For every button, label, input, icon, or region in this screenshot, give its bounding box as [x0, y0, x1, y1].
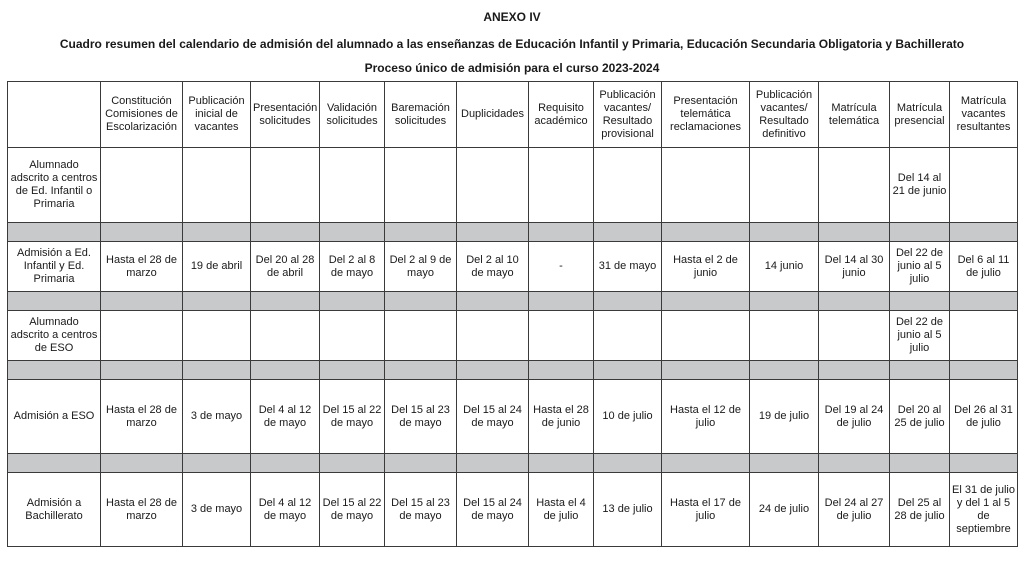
- header-row: [8, 82, 1018, 148]
- separator-cell: [594, 454, 662, 473]
- separator-cell: [950, 223, 1018, 242]
- table-cell: Del 4 al 12 de mayo: [251, 380, 320, 454]
- column-header: Baremación solicitudes: [385, 82, 457, 148]
- table-cell: Del 26 al 31 de julio: [950, 380, 1018, 454]
- separator-cell: [320, 361, 385, 380]
- table-cell: [251, 148, 320, 223]
- row-header-cell: Alumnado adscrito a centros de Ed. Infantil o Primaria: [8, 148, 101, 223]
- table-cell: Del 2 al 9 de mayo: [385, 242, 457, 292]
- table-cell: [320, 311, 385, 361]
- row-header-cell: Admisión a ESO: [8, 380, 101, 454]
- separator-cell: [950, 454, 1018, 473]
- separator-cell: [183, 361, 251, 380]
- separator-cell: [750, 454, 819, 473]
- separator-cell: [890, 292, 950, 311]
- separator-cell: [8, 454, 101, 473]
- separator-cell: [457, 454, 529, 473]
- table-cell: Hasta el 28 de marzo: [101, 242, 183, 292]
- table-cell: Del 22 de junio al 5 julio: [890, 311, 950, 361]
- table-cell: [819, 311, 890, 361]
- column-header: Publicación vacantes/ Resultado definitivo: [750, 82, 819, 148]
- table-cell: [594, 148, 662, 223]
- table-cell: Hasta el 28 de marzo: [101, 380, 183, 454]
- separator-cell: [320, 454, 385, 473]
- process-title: Proceso único de admisión para el curso 2023-2024: [364, 61, 660, 75]
- summary-title: Cuadro resumen del calendario de admisión del alumnado a las enseñanzas de Educación Infantil y Primaria, Educación Secundaria Obligatoria y Bachillerato: [59, 37, 965, 51]
- separator-row: [8, 361, 1018, 380]
- table-cell: Del 14 al 21 de junio: [890, 148, 950, 223]
- separator-row: [8, 292, 1018, 311]
- table-cell: Del 20 al 25 de julio: [890, 380, 950, 454]
- table-cell: [183, 311, 251, 361]
- separator-cell: [662, 223, 750, 242]
- table-cell: Del 2 al 8 de mayo: [320, 242, 385, 292]
- table-cell: 3 de mayo: [183, 473, 251, 547]
- separator-row: [8, 454, 1018, 473]
- table-cell: [385, 311, 457, 361]
- column-header: Duplicidades: [457, 82, 529, 148]
- table-cell: [750, 148, 819, 223]
- separator-cell: [819, 223, 890, 242]
- table-cell: Del 14 al 30 junio: [819, 242, 890, 292]
- table-cell: [750, 311, 819, 361]
- separator-cell: [890, 454, 950, 473]
- table-cell: Del 19 al 24 de julio: [819, 380, 890, 454]
- separator-cell: [594, 292, 662, 311]
- separator-cell: [183, 454, 251, 473]
- row-header-cell: Alumnado adscrito a centros de ESO: [8, 311, 101, 361]
- table-cell: [101, 148, 183, 223]
- separator-cell: [890, 361, 950, 380]
- column-header: Matrícula telemática: [819, 82, 890, 148]
- separator-cell: [529, 454, 594, 473]
- separator-cell: [457, 361, 529, 380]
- table-cell: Hasta el 4 de julio: [529, 473, 594, 547]
- separator-cell: [890, 223, 950, 242]
- separator-cell: [251, 292, 320, 311]
- separator-cell: [183, 292, 251, 311]
- separator-cell: [529, 223, 594, 242]
- separator-cell: [594, 361, 662, 380]
- table-cell: [662, 148, 750, 223]
- table-cell: Hasta el 2 de junio: [662, 242, 750, 292]
- table-cell: 19 de julio: [750, 380, 819, 454]
- table-cell: Del 20 al 28 de abril: [251, 242, 320, 292]
- separator-cell: [385, 454, 457, 473]
- table-cell: El 31 de julio y del 1 al 5 de septiembre: [950, 473, 1018, 547]
- table-cell: [529, 148, 594, 223]
- table-cell: [457, 311, 529, 361]
- column-header: Presentación solicitudes: [251, 82, 320, 148]
- table-cell: Del 15 al 23 de mayo: [385, 380, 457, 454]
- table-cell: Hasta el 28 de marzo: [101, 473, 183, 547]
- separator-cell: [950, 292, 1018, 311]
- table-cell: [529, 311, 594, 361]
- column-header: Matrícula presencial: [890, 82, 950, 148]
- separator-cell: [101, 454, 183, 473]
- admission-calendar-table: [7, 81, 1018, 547]
- table-row: [8, 148, 1018, 223]
- table-cell: [950, 311, 1018, 361]
- table-cell: [457, 148, 529, 223]
- separator-cell: [750, 292, 819, 311]
- table-cell: [950, 148, 1018, 223]
- column-header: Validación solicitudes: [320, 82, 385, 148]
- column-header: Matrícula vacantes resultantes: [950, 82, 1018, 148]
- separator-cell: [529, 361, 594, 380]
- table-cell: Hasta el 12 de julio: [662, 380, 750, 454]
- table-cell: [594, 311, 662, 361]
- column-header: Requisito académico: [529, 82, 594, 148]
- separator-cell: [819, 454, 890, 473]
- separator-cell: [320, 292, 385, 311]
- table-cell: -: [529, 242, 594, 292]
- table-cell: Del 6 al 11 de julio: [950, 242, 1018, 292]
- column-header: Constitución Comisiones de Escolarización: [101, 82, 183, 148]
- table-cell: [183, 148, 251, 223]
- separator-cell: [8, 361, 101, 380]
- column-header: Publicación inicial de vacantes: [183, 82, 251, 148]
- header-corner-cell: [8, 82, 101, 148]
- table-cell: 13 de julio: [594, 473, 662, 547]
- table-cell: Del 2 al 10 de mayo: [457, 242, 529, 292]
- separator-cell: [101, 292, 183, 311]
- separator-cell: [457, 223, 529, 242]
- separator-cell: [819, 361, 890, 380]
- table-row: [8, 473, 1018, 547]
- separator-cell: [950, 361, 1018, 380]
- table-cell: Del 24 al 27 de julio: [819, 473, 890, 547]
- separator-cell: [662, 292, 750, 311]
- separator-cell: [385, 361, 457, 380]
- table-cell: 19 de abril: [183, 242, 251, 292]
- table-cell: 3 de mayo: [183, 380, 251, 454]
- separator-cell: [662, 361, 750, 380]
- table-cell: Hasta el 17 de julio: [662, 473, 750, 547]
- table-row: [8, 311, 1018, 361]
- table-cell: [251, 311, 320, 361]
- table-cell: Del 22 de junio al 5 julio: [890, 242, 950, 292]
- separator-cell: [101, 361, 183, 380]
- table-cell: 10 de julio: [594, 380, 662, 454]
- table-cell: 24 de julio: [750, 473, 819, 547]
- separator-cell: [8, 292, 101, 311]
- separator-cell: [101, 223, 183, 242]
- separator-cell: [529, 292, 594, 311]
- table-row: [8, 242, 1018, 292]
- separator-cell: [8, 223, 101, 242]
- separator-cell: [750, 361, 819, 380]
- annex-title: ANEXO IV: [483, 10, 541, 24]
- table-cell: Del 15 al 22 de mayo: [320, 473, 385, 547]
- separator-cell: [251, 361, 320, 380]
- separator-cell: [251, 454, 320, 473]
- separator-cell: [457, 292, 529, 311]
- separator-cell: [320, 223, 385, 242]
- table-cell: Del 25 al 28 de julio: [890, 473, 950, 547]
- separator-cell: [819, 292, 890, 311]
- table-cell: 31 de mayo: [594, 242, 662, 292]
- separator-cell: [662, 454, 750, 473]
- table-cell: [819, 148, 890, 223]
- separator-cell: [385, 292, 457, 311]
- row-header-cell: Admisión a Bachillerato: [8, 473, 101, 547]
- table-cell: 14 junio: [750, 242, 819, 292]
- table-cell: [385, 148, 457, 223]
- separator-cell: [251, 223, 320, 242]
- table-cell: Hasta el 28 de junio: [529, 380, 594, 454]
- table-cell: [101, 311, 183, 361]
- table-cell: [662, 311, 750, 361]
- separator-row: [8, 223, 1018, 242]
- column-header: Presentación telemática reclamaciones: [662, 82, 750, 148]
- separator-cell: [594, 223, 662, 242]
- separator-cell: [183, 223, 251, 242]
- separator-cell: [750, 223, 819, 242]
- column-header: Publicación vacantes/ Resultado provisional: [594, 82, 662, 148]
- table-row: [8, 380, 1018, 454]
- table-cell: Del 15 al 23 de mayo: [385, 473, 457, 547]
- row-header-cell: Admisión a Ed. Infantil y Ed. Primaria: [8, 242, 101, 292]
- separator-cell: [385, 223, 457, 242]
- table-cell: [320, 148, 385, 223]
- table-cell: Del 15 al 22 de mayo: [320, 380, 385, 454]
- table-cell: Del 15 al 24 de mayo: [457, 473, 529, 547]
- table-cell: Del 15 al 24 de mayo: [457, 380, 529, 454]
- table-cell: Del 4 al 12 de mayo: [251, 473, 320, 547]
